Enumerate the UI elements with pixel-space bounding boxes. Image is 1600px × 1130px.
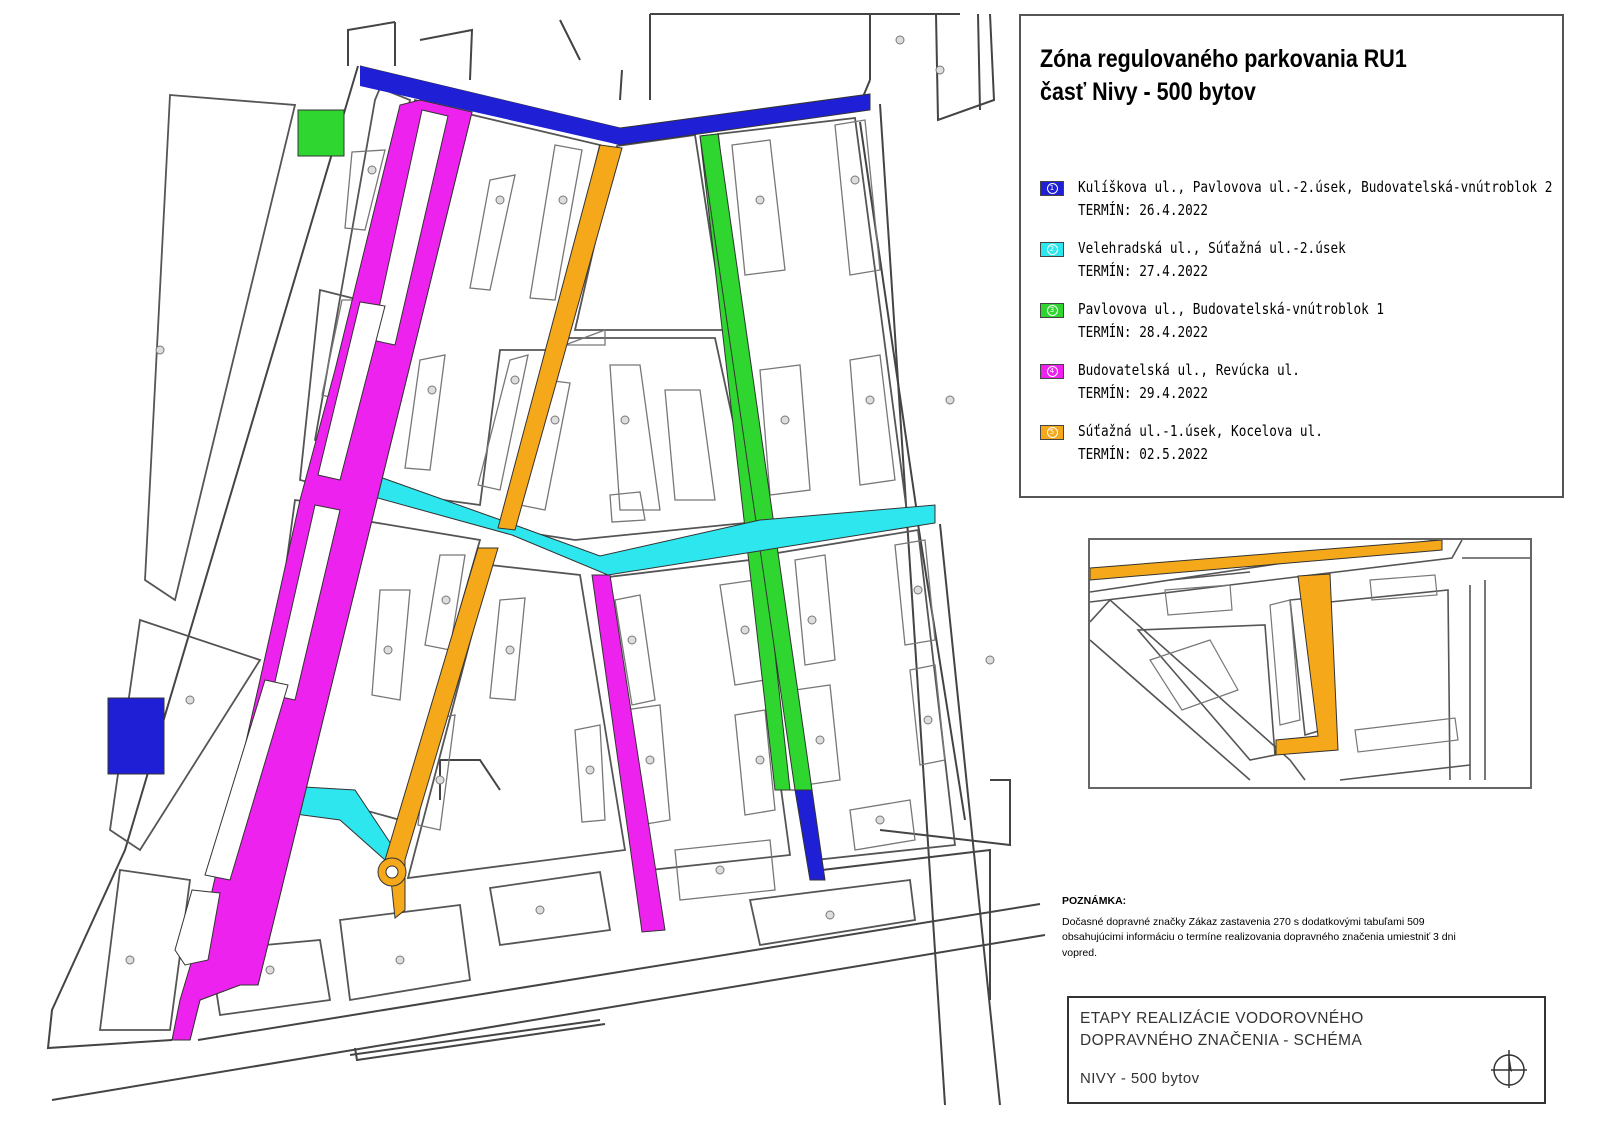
note-block <box>1062 894 1482 961</box>
title-block-line1: ETAPY REALIZÁCIE VODOROVNÉHO <box>1080 1010 1364 1027</box>
legend-date-5: TERMÍN: 02.5.2022 <box>1078 445 1209 463</box>
legend-swatch-5: 5 <box>1040 425 1064 440</box>
legend-date-3: TERMÍN: 28.4.2022 <box>1078 323 1209 341</box>
legend-streets-1: Kulíškova ul., Pavlovova ul.-2.úsek, Budovatelská-vnútroblok 2 <box>1078 178 1553 196</box>
north-arrow-icon <box>1488 1048 1530 1090</box>
legend-swatch-2: 2 <box>1040 242 1064 257</box>
legend-streets-4: Budovatelská ul., Revúcka ul. <box>1078 361 1300 379</box>
legend-streets-2: Velehradská ul., Súťažná ul.-2.úsek <box>1078 239 1346 257</box>
legend-date-4: TERMÍN: 29.4.2022 <box>1078 384 1209 402</box>
legend-streets-3: Pavlovova ul., Budovatelská-vnútroblok 1 <box>1078 300 1385 318</box>
legend-swatch-4: 4 <box>1040 364 1064 379</box>
inset-map <box>1088 538 1532 789</box>
note-heading: POZNÁMKA: <box>1062 895 1127 907</box>
map-title-line2: časť Nivy - 500 bytov <box>1040 78 1256 106</box>
legend-swatch-3: 3 <box>1040 303 1064 318</box>
map-title <box>1040 43 1479 109</box>
inset-map-drawing <box>1090 540 1530 787</box>
map-title-line1: Zóna regulovaného parkovania RU1 <box>1040 45 1407 73</box>
legend-streets-5: Súťažná ul.-1.úsek, Kocelova ul. <box>1078 422 1323 440</box>
title-block-line2: DOPRAVNÉHO ZNAČENIA - SCHÉMA <box>1080 1032 1363 1049</box>
title-block-line3: NIVY - 500 bytov <box>1080 1070 1200 1087</box>
legend-swatch-1: 1 <box>1040 181 1064 196</box>
legend-date-2: TERMÍN: 27.4.2022 <box>1078 262 1209 280</box>
title-block <box>1067 996 1546 1104</box>
legend-date-1: TERMÍN: 26.4.2022 <box>1078 201 1209 219</box>
legend-panel <box>1019 14 1564 498</box>
note-text: Dočasné dopravné značky Zákaz zastavenia 270 s dodatkovými tabuľami 509 obsahujúcimi informáciu o termíne realizovania dopravného značenia umiestniť 3 dni vopred. <box>1062 915 1456 959</box>
